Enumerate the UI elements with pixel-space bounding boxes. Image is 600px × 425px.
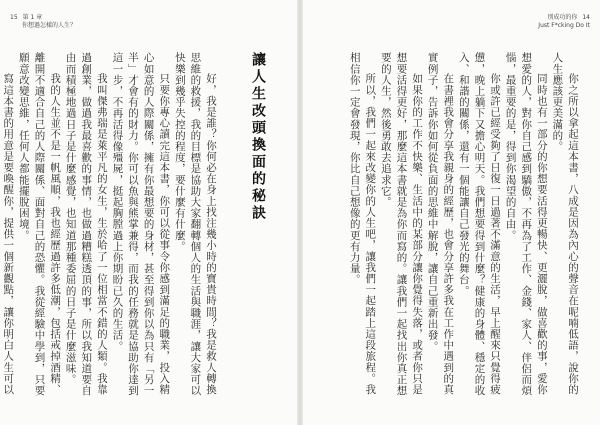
left-paragraph: 我叫傑弗瑞是萊平凡的女生，生於哈了一位相當不錯的人類。我靠過創業，做過我最喜歡的事情，也做過糟糕透頂的事，所以我知道要自由而積極地過日子是什麼感覺，也知道那種委屈的日子是什麼滋味。 [64,52,108,397]
section-heading: 讓人生改頭換面的秘訣 [250,52,266,222]
right-paragraph: 所以，我們一起來改變你的人生吧，讓我們一起踏上這段旅程。我相信你一定會發現，你比自己想像的更有力量。 [348,52,377,395]
right-running-head [538,14,590,30]
right-book-title: 別成功的你 [547,14,578,21]
left-chapter-title: 你想過怎樣的人生？ [22,22,77,29]
left-body-text [2,52,218,402]
right-paragraph: 你之所以拿起這本書，八成是因為內心的聲音在呢喃低語，說你的人生應該更美滿的。 [551,52,579,395]
left-paragraph: 我的人生並不是一帆風順，我也經歷過許多低潮，包括戒掉酒精、離開不適合自己的人際關係、面對自己的恐懼。我從經驗中學到，只要願意改變思維，任何人都能擺脫困境。 [17,52,62,397]
left-chapter-label: 第 1 章 [22,14,43,21]
left-paragraph: 好，我是誰？你何必在身上找注幾小時的寶貴時間？我是救人轉換思維的救援，我的目標是協助大家翻轉個人的生活與職涯，讓大家可以快樂到幾乎失控的程度，要什麼有什麼。 [173,52,217,397]
left-running-head [10,14,76,30]
left-paragraph: 只要你專心讀完這本書，你可以從事令你感到滿足的職業，投入精心如意的人際關係，擁有你最想要的身材，甚至得到你以為只有「另一半」才會有的財力。你可以魚與熊掌兼得，而我的任務就是協助你達到這一步，不再活得像殭屍，挺起胸膛過上你期盼已久的生活。 [111,52,171,397]
left-paragraph: 寫這本書的用意是要喚醒你，提供一個新觀點，讓你明白人生可以 [2,73,15,395]
right-body-text [310,52,580,402]
right-paragraph: 同時也有一部分的你想要活得更暢快、更灑脫，做喜歡的事，愛你想愛的人，對你自己感到驕傲，不再為了工作、金錢、家人、伴侶而煩惱，最重要的是，得到你渴望的自由。 [504,52,548,397]
right-paragraph: 你或許已經受夠了日復一日過著不滿意的生活，早上醒來只覺得疲憊，晚上躺下又擔心明天。我們想要得到什麼？健康的身體、穩定的收入、和諧的關係，還有一個能讓自己發光的舞台。 [457,52,502,397]
right-paragraph: 在書裡我會分享我親身的經歷，也會分享許多我在工作中遇到的真實例子，告訴你如何從負面的思維中解脫，讓自己重新出發。 [426,52,455,395]
right-page [302,0,600,425]
left-page [0,0,298,425]
right-page-number: 14 [582,14,590,21]
right-book-subtitle: Just F*cking Do It [538,22,590,29]
right-paragraph: 如果你的工作不快樂、生活中的某部分讓你覺得失落，或者你只是想要活得更好，那麼這本書就是為你而寫的。讓我們一起找出你真正想要的人生，然後勇敢去追求它。 [379,52,424,397]
left-page-number: 15 [10,14,18,21]
